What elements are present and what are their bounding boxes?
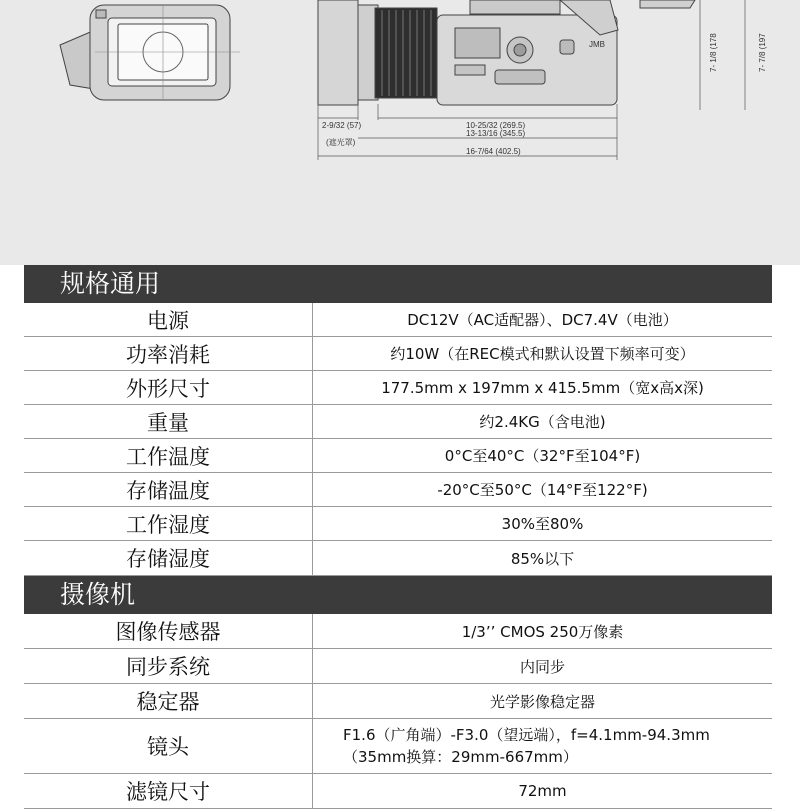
dim-height-2: 7- 7/8 (197 — [758, 33, 767, 72]
brand-mark: JMB — [589, 40, 605, 49]
spec-value: 约10W（在REC模式和默认设置下频率可变） — [390, 345, 695, 363]
section-title: 规格通用 — [24, 265, 772, 303]
spec-name: 同步系统 — [24, 649, 313, 683]
spec-row — [24, 614, 772, 649]
spec-name: 外形尺寸 — [24, 371, 313, 404]
spec-row — [24, 774, 772, 809]
spec-row — [24, 405, 772, 439]
spec-value-line: F1.6（广角端）-F3.0（望远端），f=4.1mm-94.3mm — [343, 726, 710, 744]
spec-row — [24, 439, 772, 473]
side-view — [318, 0, 695, 105]
spec-row — [24, 649, 772, 684]
spec-name: 镜头 — [24, 719, 313, 773]
spec-name: 重量 — [24, 405, 313, 438]
spec-value: 光学影像稳定器 — [489, 692, 595, 711]
spec-table — [24, 265, 772, 809]
spec-row — [24, 371, 772, 405]
spec-row — [24, 473, 772, 507]
camera-line-drawing — [0, 0, 800, 265]
spec-row — [24, 337, 772, 371]
dim-total: 16-7/64 (402.5) — [466, 147, 521, 156]
section-general — [24, 265, 772, 576]
dim-mid: 13-13/16 (345.5) — [466, 129, 526, 138]
spec-value: -20°C至50°C（14°F至122°F) — [437, 481, 648, 499]
section-title: 摄像机 — [24, 576, 772, 614]
spec-value-line: （35mm换算：29mm-667mm） — [343, 748, 578, 766]
spec-value: 85%以下 — [510, 549, 575, 568]
spec-row — [24, 507, 772, 541]
dim-height-1: 7- 1/8 (178 — [709, 33, 718, 72]
spec-row — [24, 303, 772, 337]
spec-value: 30%至80% — [501, 515, 584, 533]
spec-value: 约2.4KG（含电池) — [479, 413, 606, 431]
front-view — [60, 5, 240, 100]
dim-hood: 2-9/32 (57) — [322, 121, 362, 130]
spec-value: 0°C至40°C（32°F至104°F) — [444, 447, 641, 465]
spec-name: 工作湿度 — [24, 507, 313, 540]
spec-name: 功率消耗 — [24, 337, 313, 370]
section-camera — [24, 576, 772, 809]
spec-value: 1/3’’ CMOS 250万像素 — [461, 622, 624, 641]
spec-row — [24, 541, 772, 576]
spec-value: 内同步 — [519, 657, 565, 676]
spec-name: 存储温度 — [24, 473, 313, 506]
spec-value: 177.5mm x 197mm x 415.5mm（宽x高x深) — [381, 379, 704, 397]
spec-value: DC12V（AC适配器）、DC7.4V（电池） — [407, 311, 678, 329]
dim-body: 10-25/32 (269.5) — [466, 121, 526, 130]
spec-row — [24, 719, 772, 774]
dim-hood-note: (遮光罩) — [326, 138, 356, 147]
product-dimension-drawing — [0, 0, 800, 265]
spec-name: 滤镜尺寸 — [24, 774, 313, 808]
spec-row — [24, 684, 772, 719]
spec-name: 工作温度 — [24, 439, 313, 472]
spec-value — [313, 719, 772, 773]
spec-name: 图像传感器 — [24, 614, 313, 648]
spec-name: 稳定器 — [24, 684, 313, 718]
spec-name: 存储湿度 — [24, 541, 313, 575]
spec-value: 72mm — [518, 782, 567, 800]
spec-name: 电源 — [24, 303, 313, 336]
